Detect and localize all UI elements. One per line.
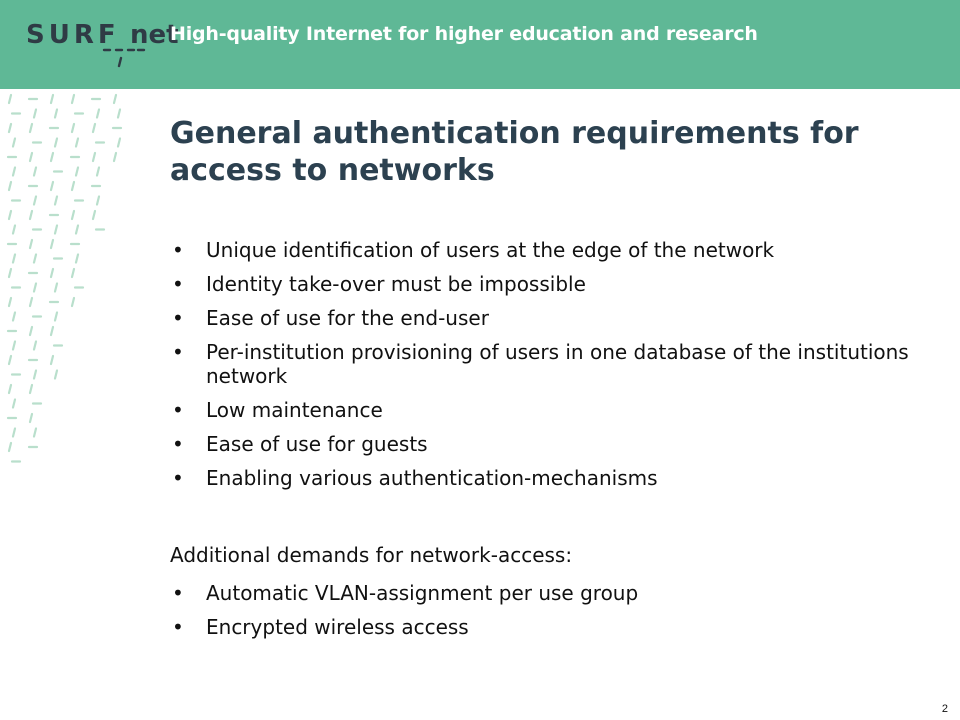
pattern-dash [30, 211, 32, 219]
list-item-text: Ease of use for the end-user [206, 306, 489, 330]
list-item-text: Unique identification of users at the edge of the network [206, 238, 775, 262]
pattern-dash [51, 356, 53, 364]
pattern-dash [30, 327, 32, 335]
pattern-dash [55, 371, 57, 379]
pattern-dash [51, 182, 53, 190]
pattern-dash [97, 110, 99, 118]
logo-wordmark-net: net [130, 20, 179, 50]
pattern-dash [114, 153, 116, 161]
list-item-text: Enabling various authentication-mechanisms [206, 466, 658, 490]
bullet-icon: • [172, 238, 184, 262]
pattern-dash [55, 197, 57, 205]
pattern-dash [55, 226, 57, 234]
pattern-dash [72, 124, 74, 132]
list-item [170, 466, 910, 490]
pattern-dash [9, 95, 11, 103]
pattern-dash [30, 124, 32, 132]
pattern-dash [13, 226, 15, 234]
pattern-dash [55, 313, 57, 321]
list-item-text: Identity take-over must be impossible [206, 272, 586, 296]
pattern-dash [97, 168, 99, 176]
list-item-text: Encrypted wireless access [206, 615, 469, 639]
list-item-text: Automatic VLAN-assignment per use group [206, 581, 639, 605]
pattern-dash [30, 298, 32, 306]
pattern-dash [13, 342, 15, 350]
pattern-dash [51, 269, 53, 277]
pattern-dash [13, 139, 15, 147]
slide-title: General authentication requirements for access to networks [170, 116, 859, 188]
pattern-dash [55, 110, 57, 118]
pattern-dash [55, 284, 57, 292]
pattern-dash [76, 139, 78, 147]
pattern-dash [72, 182, 74, 190]
pattern-dash [13, 313, 15, 321]
pattern-dash [9, 298, 11, 306]
additional-demands-list [170, 581, 910, 649]
pattern-dash [76, 226, 78, 234]
pattern-dash [9, 443, 11, 451]
requirements-list [170, 238, 910, 500]
logo-slash-marks-icon [90, 46, 146, 76]
pattern-dash [72, 211, 74, 219]
pattern-dash [34, 342, 36, 350]
pattern-dash [30, 153, 32, 161]
list-item-text: Ease of use for guests [206, 432, 428, 456]
list-item [170, 398, 910, 422]
bullet-icon: • [172, 466, 184, 490]
pattern-dash [30, 414, 32, 422]
pattern-dash [9, 385, 11, 393]
pattern-dash [118, 139, 120, 147]
pattern-dash [34, 168, 36, 176]
pattern-dash [9, 182, 11, 190]
logo-wordmark-surf: SURF [26, 20, 120, 50]
pattern-dash [34, 371, 36, 379]
pattern-dash [13, 429, 15, 437]
pattern-dash [13, 255, 15, 263]
pattern-dash [114, 95, 116, 103]
pattern-dash [55, 139, 57, 147]
pattern-dash [34, 429, 36, 437]
bullet-icon: • [172, 272, 184, 296]
pattern-dash [9, 211, 11, 219]
bullet-icon: • [172, 398, 184, 422]
pattern-dash [34, 197, 36, 205]
pattern-dash [34, 284, 36, 292]
pattern-dash [13, 400, 15, 408]
list-item-text: Low maintenance [206, 398, 383, 422]
list-item [170, 306, 910, 330]
list-item [170, 432, 910, 456]
pattern-dash [76, 168, 78, 176]
pattern-dash [51, 240, 53, 248]
pattern-dash [51, 95, 53, 103]
pattern-dash [9, 356, 11, 364]
list-item-text: Per-institution provisioning of users in one database of the institutions network [206, 340, 909, 388]
decorative-dash-pattern [0, 89, 140, 479]
pattern-dash [30, 385, 32, 393]
list-item [170, 581, 910, 605]
bullet-icon: • [172, 306, 184, 330]
page-number: 2 [941, 703, 948, 715]
pattern-dash [76, 255, 78, 263]
pattern-dash [30, 240, 32, 248]
pattern-dash [118, 110, 120, 118]
pattern-dash [34, 110, 36, 118]
bullet-icon: • [172, 340, 184, 364]
pattern-dash [93, 153, 95, 161]
pattern-dash [93, 211, 95, 219]
pattern-dash [9, 269, 11, 277]
bullet-icon: • [172, 581, 184, 605]
pattern-dash [34, 255, 36, 263]
pattern-dash [97, 197, 99, 205]
list-item [170, 238, 910, 262]
pattern-dash [72, 298, 74, 306]
list-item [170, 340, 910, 388]
pattern-dash [9, 124, 11, 132]
tagline: High-quality Internet for higher education and research [170, 23, 758, 45]
pattern-dash [51, 153, 53, 161]
pattern-dash [72, 95, 74, 103]
list-item [170, 615, 910, 639]
bullet-icon: • [172, 432, 184, 456]
pattern-dash [72, 269, 74, 277]
additional-demands-heading: Additional demands for network-access: [170, 543, 573, 567]
pattern-dash [93, 124, 95, 132]
header-band [0, 0, 960, 89]
list-item [170, 272, 910, 296]
pattern-dash [51, 327, 53, 335]
pattern-dash [13, 168, 15, 176]
bullet-icon: • [172, 615, 184, 639]
